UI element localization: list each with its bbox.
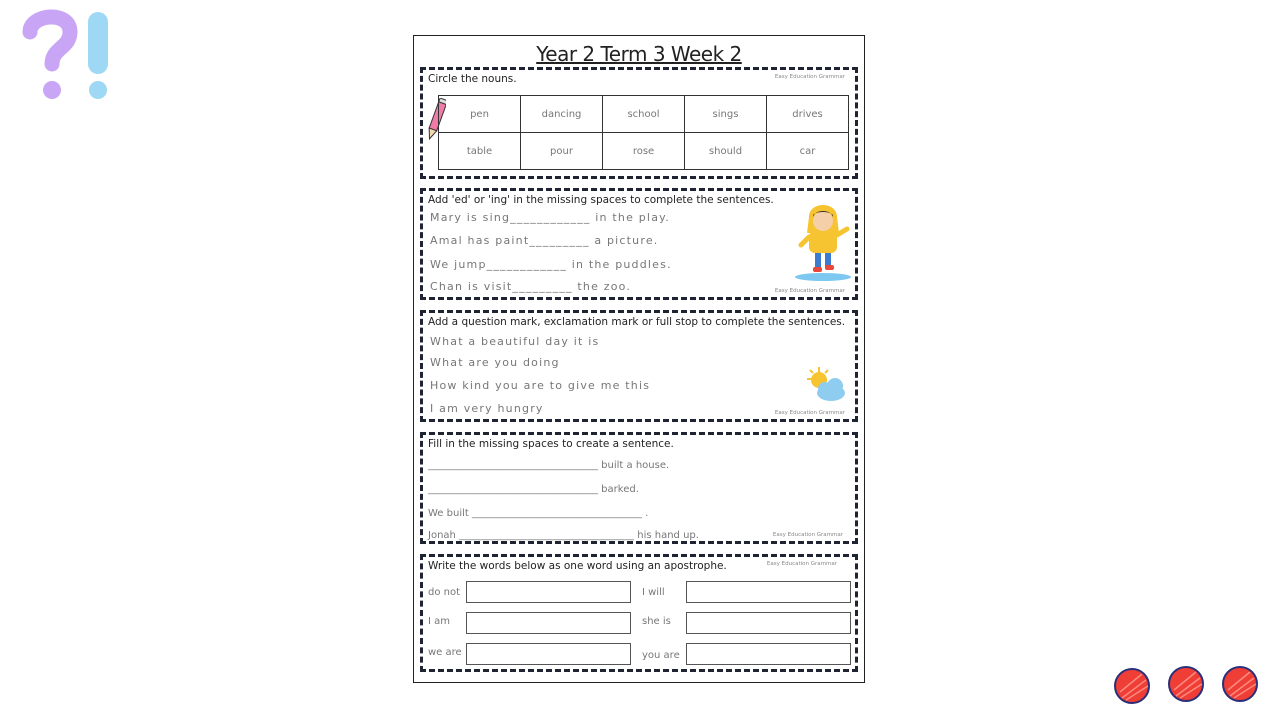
sentence-line: Mary is sing____________ in the play. (430, 211, 670, 224)
section-instruction: Add a question mark, exclamation mark or full stop to complete the sentences. (428, 316, 846, 328)
word-label: do not (428, 587, 461, 598)
sentence-line: I am very hungry (430, 402, 544, 415)
worksheet (413, 35, 865, 683)
word-cell[interactable]: should (685, 133, 767, 170)
watermark: Easy Education Grammar (772, 532, 843, 538)
nouns-table (438, 95, 849, 170)
sentence-line: Jonah ___________________________________ his hand up. (428, 530, 699, 541)
watermark: Easy Education Grammar (766, 561, 837, 567)
answer-box[interactable] (466, 643, 631, 665)
red-dot-icon (1169, 667, 1203, 701)
sun-cloud-icon (803, 365, 849, 405)
answer-box[interactable] (466, 581, 631, 603)
watermark: Easy Education Grammar (774, 74, 845, 80)
section-punctuation (420, 310, 858, 422)
section-apostrophe (420, 554, 858, 672)
word-cell[interactable]: pour (521, 133, 603, 170)
answer-box[interactable] (686, 581, 851, 603)
word-cell[interactable]: rose (603, 133, 685, 170)
word-cell[interactable]: car (767, 133, 849, 170)
word-cell[interactable]: table (439, 133, 521, 170)
sentence-line: __________________________________ built a house. (428, 460, 670, 471)
section-circle-nouns (420, 67, 858, 179)
sentence-line: Amal has paint_________ a picture. (430, 234, 659, 247)
sentence-line: What are you doing (430, 356, 560, 369)
section-fill-spaces (420, 432, 858, 544)
answer-box[interactable] (466, 612, 631, 634)
red-dot-icon (1223, 667, 1257, 701)
sentence-line: How kind you are to give me this (430, 379, 651, 392)
word-label: I will (642, 587, 665, 598)
section-ed-ing (420, 188, 858, 300)
sentence-line: Chan is visit_________ the zoo. (430, 280, 632, 293)
answer-box[interactable] (686, 612, 851, 634)
answer-box[interactable] (686, 643, 851, 665)
child-raincoat-icon (791, 199, 853, 283)
word-cell[interactable]: drives (767, 96, 849, 133)
logo-question-exclamation (12, 4, 122, 104)
section-instruction: Circle the nouns. (428, 73, 517, 85)
word-label: she is (642, 616, 671, 627)
worksheet-title: Year 2 Term 3 Week 2 (536, 42, 742, 66)
word-label: I am (428, 616, 450, 627)
word-cell[interactable]: school (603, 96, 685, 133)
word-label: we are (428, 647, 462, 658)
section-instruction: Add 'ed' or 'ing' in the missing spaces to complete the sentences. (428, 194, 774, 206)
table-row (439, 133, 849, 170)
section-instruction: Fill in the missing spaces to create a sentence. (428, 438, 674, 450)
word-cell[interactable]: sings (685, 96, 767, 133)
sentence-line: We jump____________ in the puddles. (430, 258, 672, 271)
sentence-line: __________________________________ barked. (428, 484, 639, 495)
decorative-dots (1112, 662, 1262, 706)
red-dot-icon (1115, 669, 1149, 703)
watermark: Easy Education Grammar (774, 410, 845, 416)
section-instruction: Write the words below as one word using an apostrophe. (428, 560, 727, 572)
table-row (439, 96, 849, 133)
sentence-line: What a beautiful day it is (430, 335, 600, 348)
word-cell[interactable]: dancing (521, 96, 603, 133)
word-cell[interactable]: pen (439, 96, 521, 133)
word-label: you are (642, 650, 680, 661)
watermark: Easy Education Grammar (774, 288, 845, 294)
sentence-line: We built __________________________________ . (428, 508, 649, 519)
